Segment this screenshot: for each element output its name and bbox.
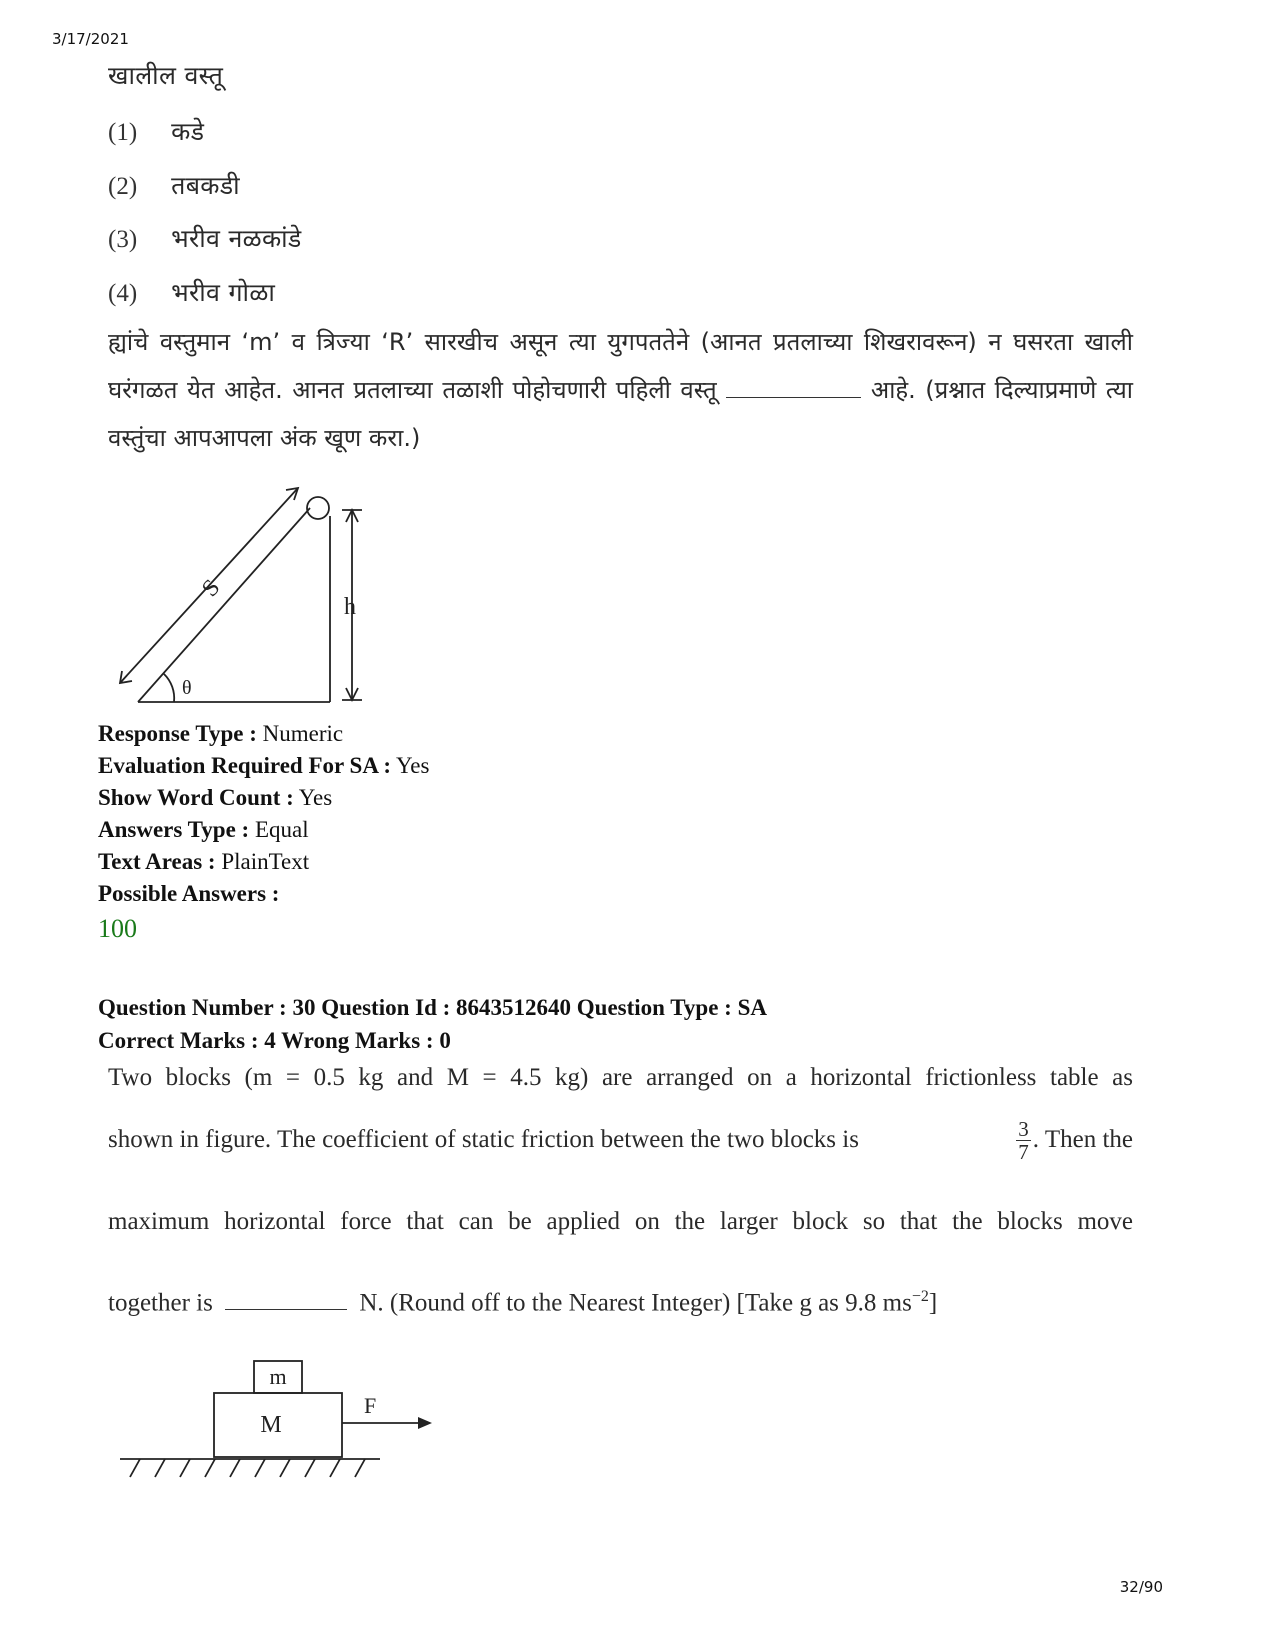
friction-coefficient-fraction [1016,1118,1031,1163]
print-date: 3/17/2021 [52,30,129,48]
force-arrowhead [418,1417,432,1429]
distance-label: S [197,574,226,603]
meta-key: Possible Answers : [98,881,280,906]
meta-response-type [98,718,429,750]
q29-paragraph [108,318,1133,462]
answer-blank [726,397,861,398]
fraction-numerator: 3 [1018,1116,1029,1141]
option-text: भरीव गोळा [171,278,276,307]
meta-key: Answers Type : [98,817,250,842]
option-number: (1) [108,119,138,146]
meta-value: Yes [396,753,430,778]
blocks-figure [118,1355,438,1485]
q30-line2-text: shown in figure. The coefficient of static friction between the two blocks is [108,1126,859,1153]
q30-header-line1: Question Number : 30 Question Id : 8643512640 Question Type : SA [98,995,767,1020]
meta-key: Evaluation Required For SA : [98,753,392,778]
page-number: 32/90 [1119,1578,1163,1596]
answer-blank [225,1309,347,1310]
meta-show-word-count [98,782,429,814]
q30-exponent: −2 [911,1288,929,1305]
height-label: h [344,594,356,620]
q29-paragraph-part2: आहे. (प्रश्नात दिल्याप्रमाणे त्या वस्तुंचा आपआपला अंक खूण करा.) [108,376,1133,452]
q30-line4 [108,1288,1133,1317]
q29-option-2 [108,168,240,202]
meta-value: Equal [254,817,309,842]
q29-meta [98,718,429,910]
meta-evaluation-required [98,750,429,782]
meta-value: Yes [298,785,333,810]
q30-fraction-wrap [1014,1118,1133,1163]
q30-line2 [108,1110,1133,1170]
angle-label: θ [182,677,192,699]
option-text: कडे [171,117,205,146]
q29-option-1 [108,114,204,148]
possible-answer-value: 100 [98,914,137,943]
q29-option-4 [108,275,275,309]
option-number: (3) [108,226,138,253]
q30-line4-close: ] [928,1289,938,1317]
q30-line4-text-2: N. (Round off to the Nearest Integer) [Take g as 9.8 ms [359,1289,912,1317]
incline-slope-line [138,508,310,702]
meta-value: Numeric [262,721,344,746]
q30-line1: Two blocks (m = 0.5 kg and M = 4.5 kg) are arranged on a horizontal frictionless table as [108,1064,1133,1091]
q29-paragraph-part1: ह्यांचे वस्तुमान ‘m’ व त्रिज्या ‘R’ सारखीच असून त्या युगपततेने (आनत प्रतलाच्या शिखरावरून) न घसरता खाली घरंगळत येत आहेत. आनत प्रतलाच्या तळाशी पोहोचणारी पहिली वस्तू [108,328,1133,404]
meta-answers-type [98,814,429,846]
q30-line4-text: together is [108,1289,213,1317]
force-label: F [364,1393,377,1418]
table-hatching [130,1459,365,1477]
q30-line2-tail: . Then the [1032,1126,1133,1153]
meta-possible-answers [98,878,429,910]
large-block-label: M [260,1412,282,1438]
fraction-denominator: 7 [1018,1139,1029,1164]
q29-intro: खालील वस्तू [108,61,224,90]
meta-value: PlainText [221,849,310,874]
small-block-label: m [269,1364,287,1389]
meta-key: Response Type : [98,721,257,746]
meta-key: Show Word Count : [98,785,294,810]
incline-plane-figure [100,478,380,713]
q30-header [98,991,767,1057]
meta-text-areas [98,846,429,878]
rolling-object-circle [307,497,329,519]
angle-arc [164,674,174,702]
option-number: (4) [108,280,138,307]
q30-header-line2: Correct Marks : 4 Wrong Marks : 0 [98,1028,451,1053]
option-text: भरीव नळकांडे [171,224,302,253]
q30-line3: maximum horizontal force that can be applied on the larger block so that the blocks move [108,1208,1133,1235]
option-number: (2) [108,173,138,200]
meta-key: Text Areas : [98,849,216,874]
option-text: तबकडी [171,171,240,200]
q29-option-3 [108,221,302,255]
